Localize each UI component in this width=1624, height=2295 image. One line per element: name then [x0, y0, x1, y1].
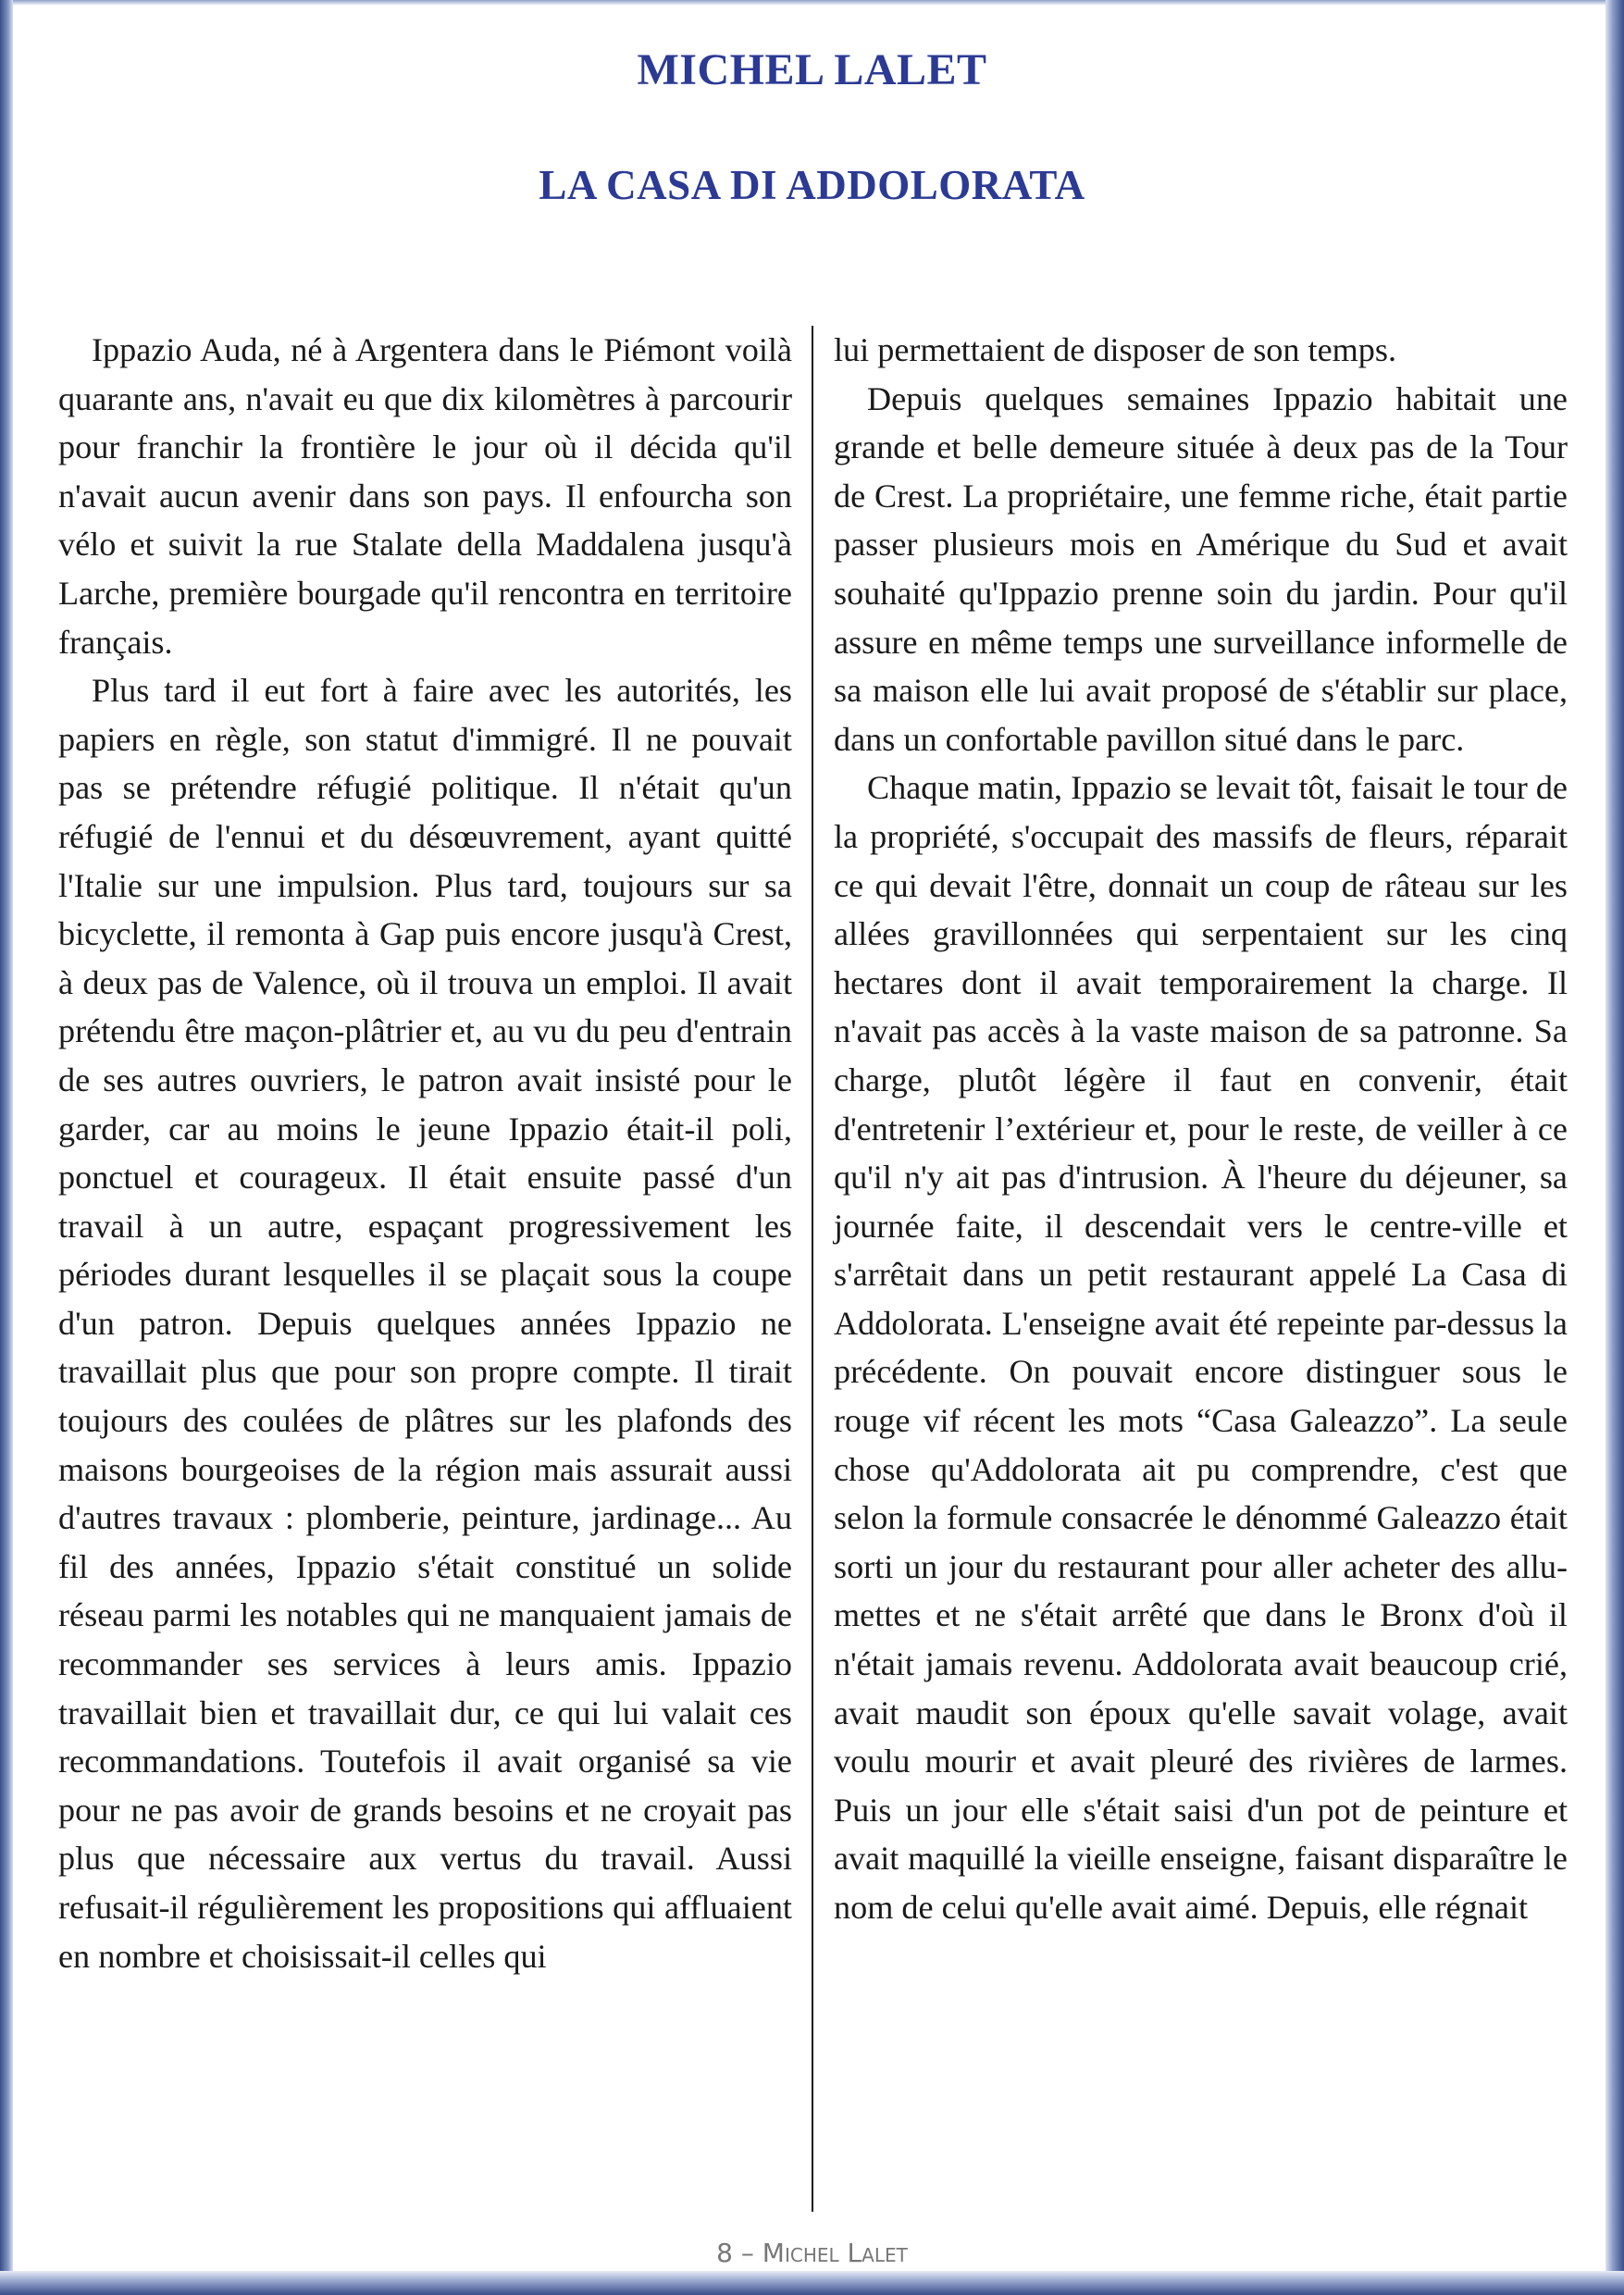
frame-left-edge: [0, 0, 13, 2295]
page-footer: [0, 2238, 1624, 2268]
frame-right-edge: [1605, 0, 1624, 2295]
paragraph: lui permettaient de disposer de son temps.: [834, 331, 1397, 368]
paragraph: Depuis quelques semaines Ippazio habitait une grande et belle demeure située à deux pas de la Tour de Crest. La propriétaire, une femme riche, était partie passer plusieurs mois en Amérique du Sud et avait souhaité qu'Ippazio prenne soin du jardin. Pour qu'il assure en même temps une surveillance informelle de sa maison elle lui avait proposé de s'établir sur place, dans un confortable pavillon situé dans le parc.: [834, 379, 1568, 758]
story-title: LA CASA DI ADDOLORATA: [539, 162, 1085, 208]
text-column-left: [58, 326, 792, 1980]
page-number: 8 –: [716, 2238, 754, 2268]
text-column-right: [834, 326, 1568, 1932]
paragraph: Ippazio Auda, né à Argentera dans le Piémont voilà quarante ans, n'avait eu que dix kilomètres à parcourir pour franchir la frontière le jour où il décida qu'il n'avait aucun avenir dans son pays. Il enfourcha son vélo et suivit la rue Stalate della Maddalena jusqu'à Larche, première bourgade qu'il rencontra en territoire français.: [58, 331, 792, 661]
frame-bottom-edge: [0, 2271, 1624, 2295]
frame-top-edge: [0, 0, 1624, 6]
column-divider: [812, 326, 813, 2212]
paragraph: Plus tard il eut fort à faire avec les autorités, les papiers en règle, son statut d'immigré. Il ne pouvait pas se prétendre réfugié politique. Il n'était qu'un réfugié de l'ennui et du désœuvrement, ayant quitté l'Italie sur une impulsion. Plus tard, toujours sur sa bicyclette, il remonta à Gap puis encore jusqu'à Crest, à deux pas de Valence, où il trouva un emploi. Il avait prétendu être maçon-plâtrier et, au vu du peu d'entrain de ses autres ouvriers, le patron avait insisté pour le garder, car au moins le jeune Ippazio était-il poli, ponctuel et courageux. Il était ensuite passé d'un travail à un autre, espaçant progressivement les périodes durant lesquelles il se plaçait sous la coupe d'un patron. Depuis quelques années Ippazio ne travaillait plus que pour son propre compte. Il tirait toujours des coulées de plâtres sur les plafonds des maisons bourgeoises de la région mais assurait aussi d'autres travaux : plomberie, peinture, jardinage... Au fil des années, Ippazio s'était constitué un solide réseau parmi les notables qui ne manquaient jamais de recommander ses services à leurs amis. Ippazio travaillait bien et travaillait dur, ce qui lui valait ces recommandations. Toutefois il avait organisé sa vie pour ne pas avoir de grands besoins et ne croyait pas plus que nécessaire aux vertus du travail. Aussi refusait-il régulièrement les propositions qui affluaient en nombre et choisissait-il celles qui: [58, 672, 792, 1975]
paragraph: Chaque matin, Ippazio se levait tôt, faisait le tour de la propriété, s'occupait des massifs de fleurs, réparait ce qui devait l'être, donnait un coup de râteau sur les allées gravillonnées qui serpentaient sur les cinq hectares dont il avait temporairement la charge. Il n'avait pas accès à la vaste maison de sa patronne. Sa charge, plutôt légère il faut en convenir, était d'entretenir l’extérieur et, pour le reste, de veiller à ce qu'il n'y ait pas d'intrusion. À l'heure du déjeuner, sa journée faite, il descendait vers le centre-ville et s'arrêtait dans un petit restaurant appelé La Casa di Addolorata. L'enseigne avait été repeinte par-dessus la précédente. On pouvait encore distinguer sous le rouge vif récent les mots “Casa Galeazzo”. La seule chose qu'Addolorata ait pu comprendre, c'est que selon la formule consacrée le dénommé Galeazzo était sorti un jour du restaurant pour aller acheter des allumettes et ne s'était arrêté que dans le Bronx d'où il n'était jamais revenu. Addolorata avait beaucoup crié, avait maudit son époux qu'elle savait volage, avait voulu mourir et avait pleuré des rivières de larmes. Puis un jour elle s'était saisi d'un pot de peinture et avait maquillé la vieille enseigne, faisant disparaître le nom de celui qu'elle avait aimé. Depuis, elle régnait: [834, 769, 1568, 1926]
running-head: Michel Lalet: [762, 2238, 908, 2268]
author-heading: MICHEL LALET: [637, 45, 987, 94]
